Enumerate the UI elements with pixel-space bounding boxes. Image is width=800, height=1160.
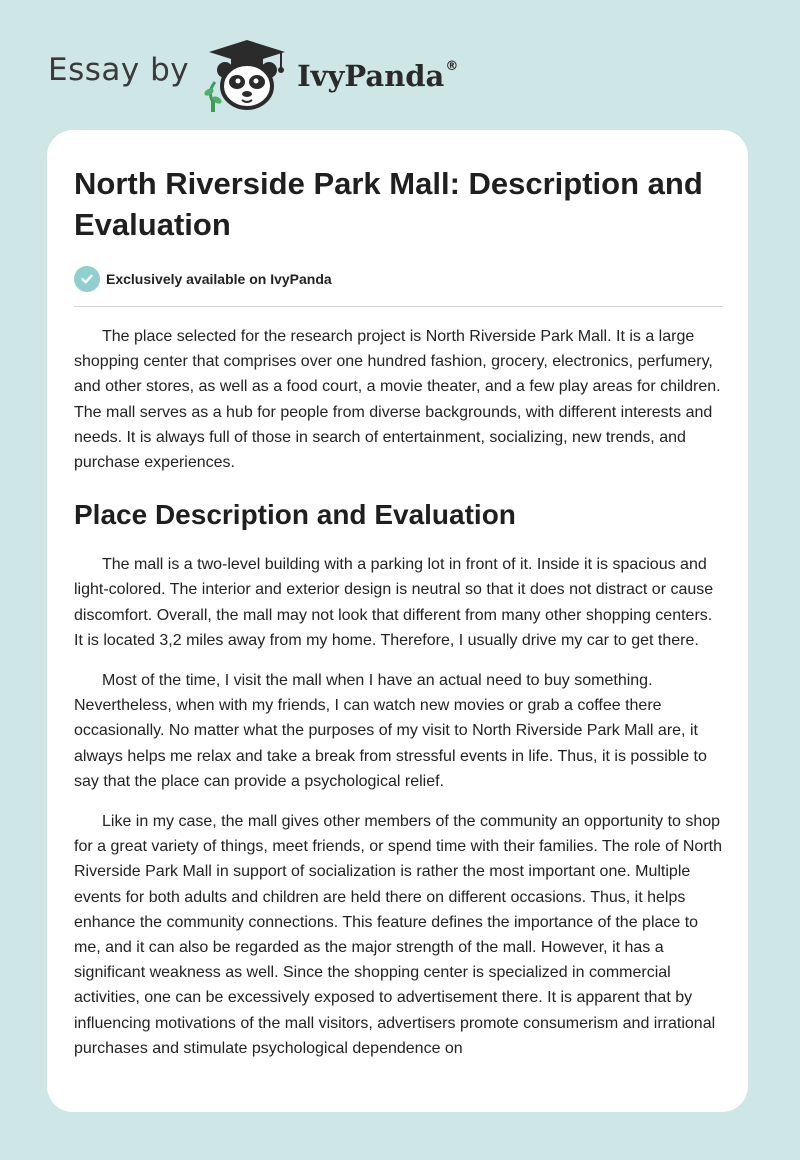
- intro-paragraph: The place selected for the research project is North Riverside Park Mall. It is a large shopping center that comprises over one hundred fashion, grocery, electronics, perfumery, and other stores, as well as a food court, a movie theater, and a few play areas for children. The mall serves as a hub for people from diverse backgrounds, with different interests and needs. It is always full of those in search of entertainment, socializing, new trends, and purchase experiences.: [74, 328, 721, 472]
- page-title: North Riverside Park Mall: Description and Evaluation: [74, 166, 703, 242]
- essay-card: [47, 130, 748, 1112]
- body-paragraph: Like in my case, the mall gives other members of the community an opportunity to shop for a great variety of things, meet friends, or spend time with their families. The role of North Riverside Park Mall in support of socialization is rather the most important one. Multiple events for both adults and children are held there on different occasions. Thus, it helps enhance the community connections. This feature defines the importance of the place to me, and it can also be regarded as the major strength of the mall. However, it has a significant weakness as well. Since the shopping center is specialized in commercial activities, one can be excessively exposed to advertisement there. It is apparent that by influencing motivations of the mall visitors, advertisers promote consumerism and irrational purchases and stimulate psychological dependence on: [74, 813, 722, 1057]
- panda-graduation-cap-icon[interactable]: [201, 34, 293, 114]
- section-heading: Place Description and Evaluation: [74, 499, 516, 531]
- body-paragraph: The mall is a two-level building with a parking lot in front of it. Inside it is spacious and light-colored. The interior and exterior design is neutral so that it does not distract or cause discomfort. Overall, the mall may not look that different from many other shopping centers. It is located 3,2 miles away from my home. Therefore, I usually drive my car to get there.: [74, 556, 714, 649]
- exclusive-text: Exclusively available on IvyPanda: [106, 271, 332, 287]
- check-icon: [74, 266, 100, 292]
- exclusive-badge: [74, 266, 724, 292]
- divider: [74, 306, 723, 307]
- essay-content: [74, 163, 724, 1061]
- site-header: [48, 34, 548, 114]
- body-paragraph: Most of the time, I visit the mall when I have an actual need to buy something. Nevertheless, when with my friends, I can watch new movies or grab a coffee there occasionally. No matter what the purposes of my visit to North Riverside Park Mall are, it always helps me relax and take a break from stressful events in life. Thus, it is possible to say that the place can provide a psychological relief.: [74, 672, 707, 790]
- registered-mark: ®: [445, 59, 459, 74]
- brand-name[interactable]: IvyPanda®: [297, 59, 459, 93]
- essay-by-label: Essay by: [48, 52, 190, 88]
